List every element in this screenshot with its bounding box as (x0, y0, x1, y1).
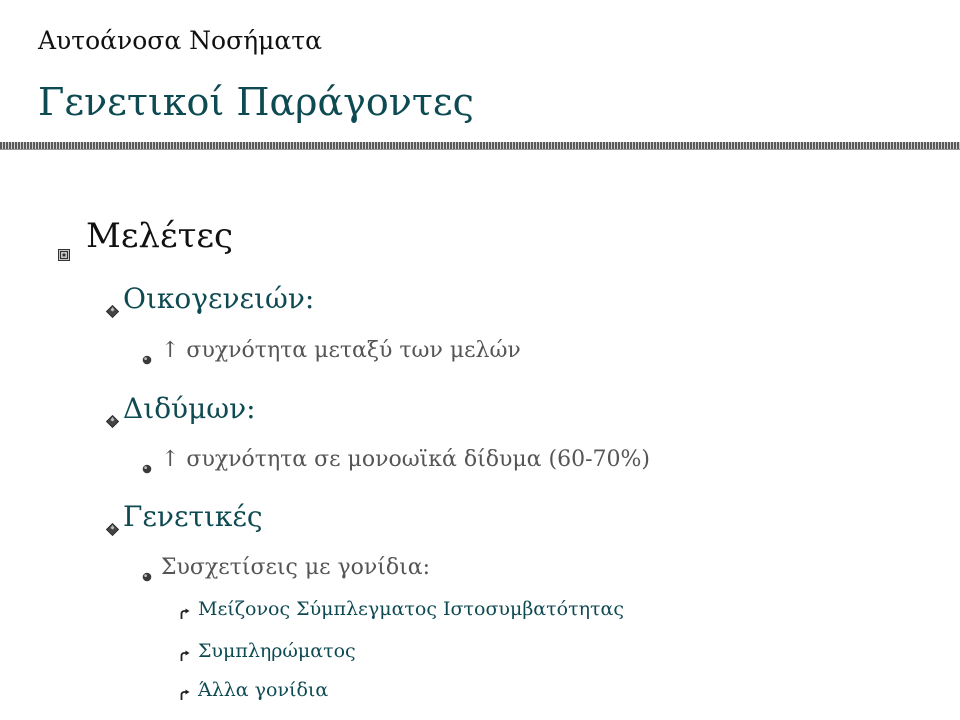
outline-item-family (106, 282, 314, 315)
outline-item-studies (58, 216, 233, 256)
hook-arrow-bullet-icon (180, 645, 190, 657)
outline-item-genetic-detail (142, 555, 430, 580)
outline-item-label: Οικογενειών: (123, 282, 315, 315)
ball-bullet-icon (142, 346, 152, 356)
diamond-bullet-icon (106, 292, 119, 305)
diamond-bullet-icon (106, 510, 119, 523)
hook-arrow-bullet-icon (180, 684, 190, 696)
outline-item-label: ↑ συχνότητα σε μονοωϊκά δίδυμα (60-70%) (161, 447, 651, 472)
ball-bullet-icon (142, 455, 152, 465)
outline-item-twins (106, 392, 256, 425)
outline-item-label: Συμπληρώματος (198, 640, 356, 662)
outline-item-label: Άλλα γονίδια (198, 679, 329, 701)
outline-item-genetic (106, 500, 263, 533)
diamond-bullet-icon (106, 402, 119, 415)
square-spiral-bullet-icon (58, 230, 70, 242)
hook-arrow-bullet-icon (180, 603, 190, 615)
slide-header (0, 0, 960, 150)
outline-item-label: Μείζονος Σύμπλεγματος Ιστοσυμβατότητας (198, 598, 624, 620)
outline-item-twins-detail (142, 447, 650, 472)
outline-item-family-detail (142, 338, 521, 363)
outline-item-label: Συσχετίσεις με γονίδια: (161, 555, 431, 580)
outline-item-label: ↑ συχνότητα μεταξύ των μελών (161, 338, 521, 363)
outline-item-gene (180, 679, 328, 701)
outline-item-label: Γενετικές (123, 500, 263, 533)
outline-item-gene (180, 598, 624, 620)
header-divider (0, 142, 960, 149)
slide-supertitle: Αυτοάνοσα Νοσήματα (38, 26, 322, 55)
slide-title: Γενετικοί Παράγοντες (38, 80, 474, 124)
outline-item-gene (180, 640, 356, 662)
outline-item-label: Μελέτες (86, 216, 234, 256)
ball-bullet-icon (142, 563, 152, 573)
outline-item-label: Διδύμων: (123, 392, 256, 425)
